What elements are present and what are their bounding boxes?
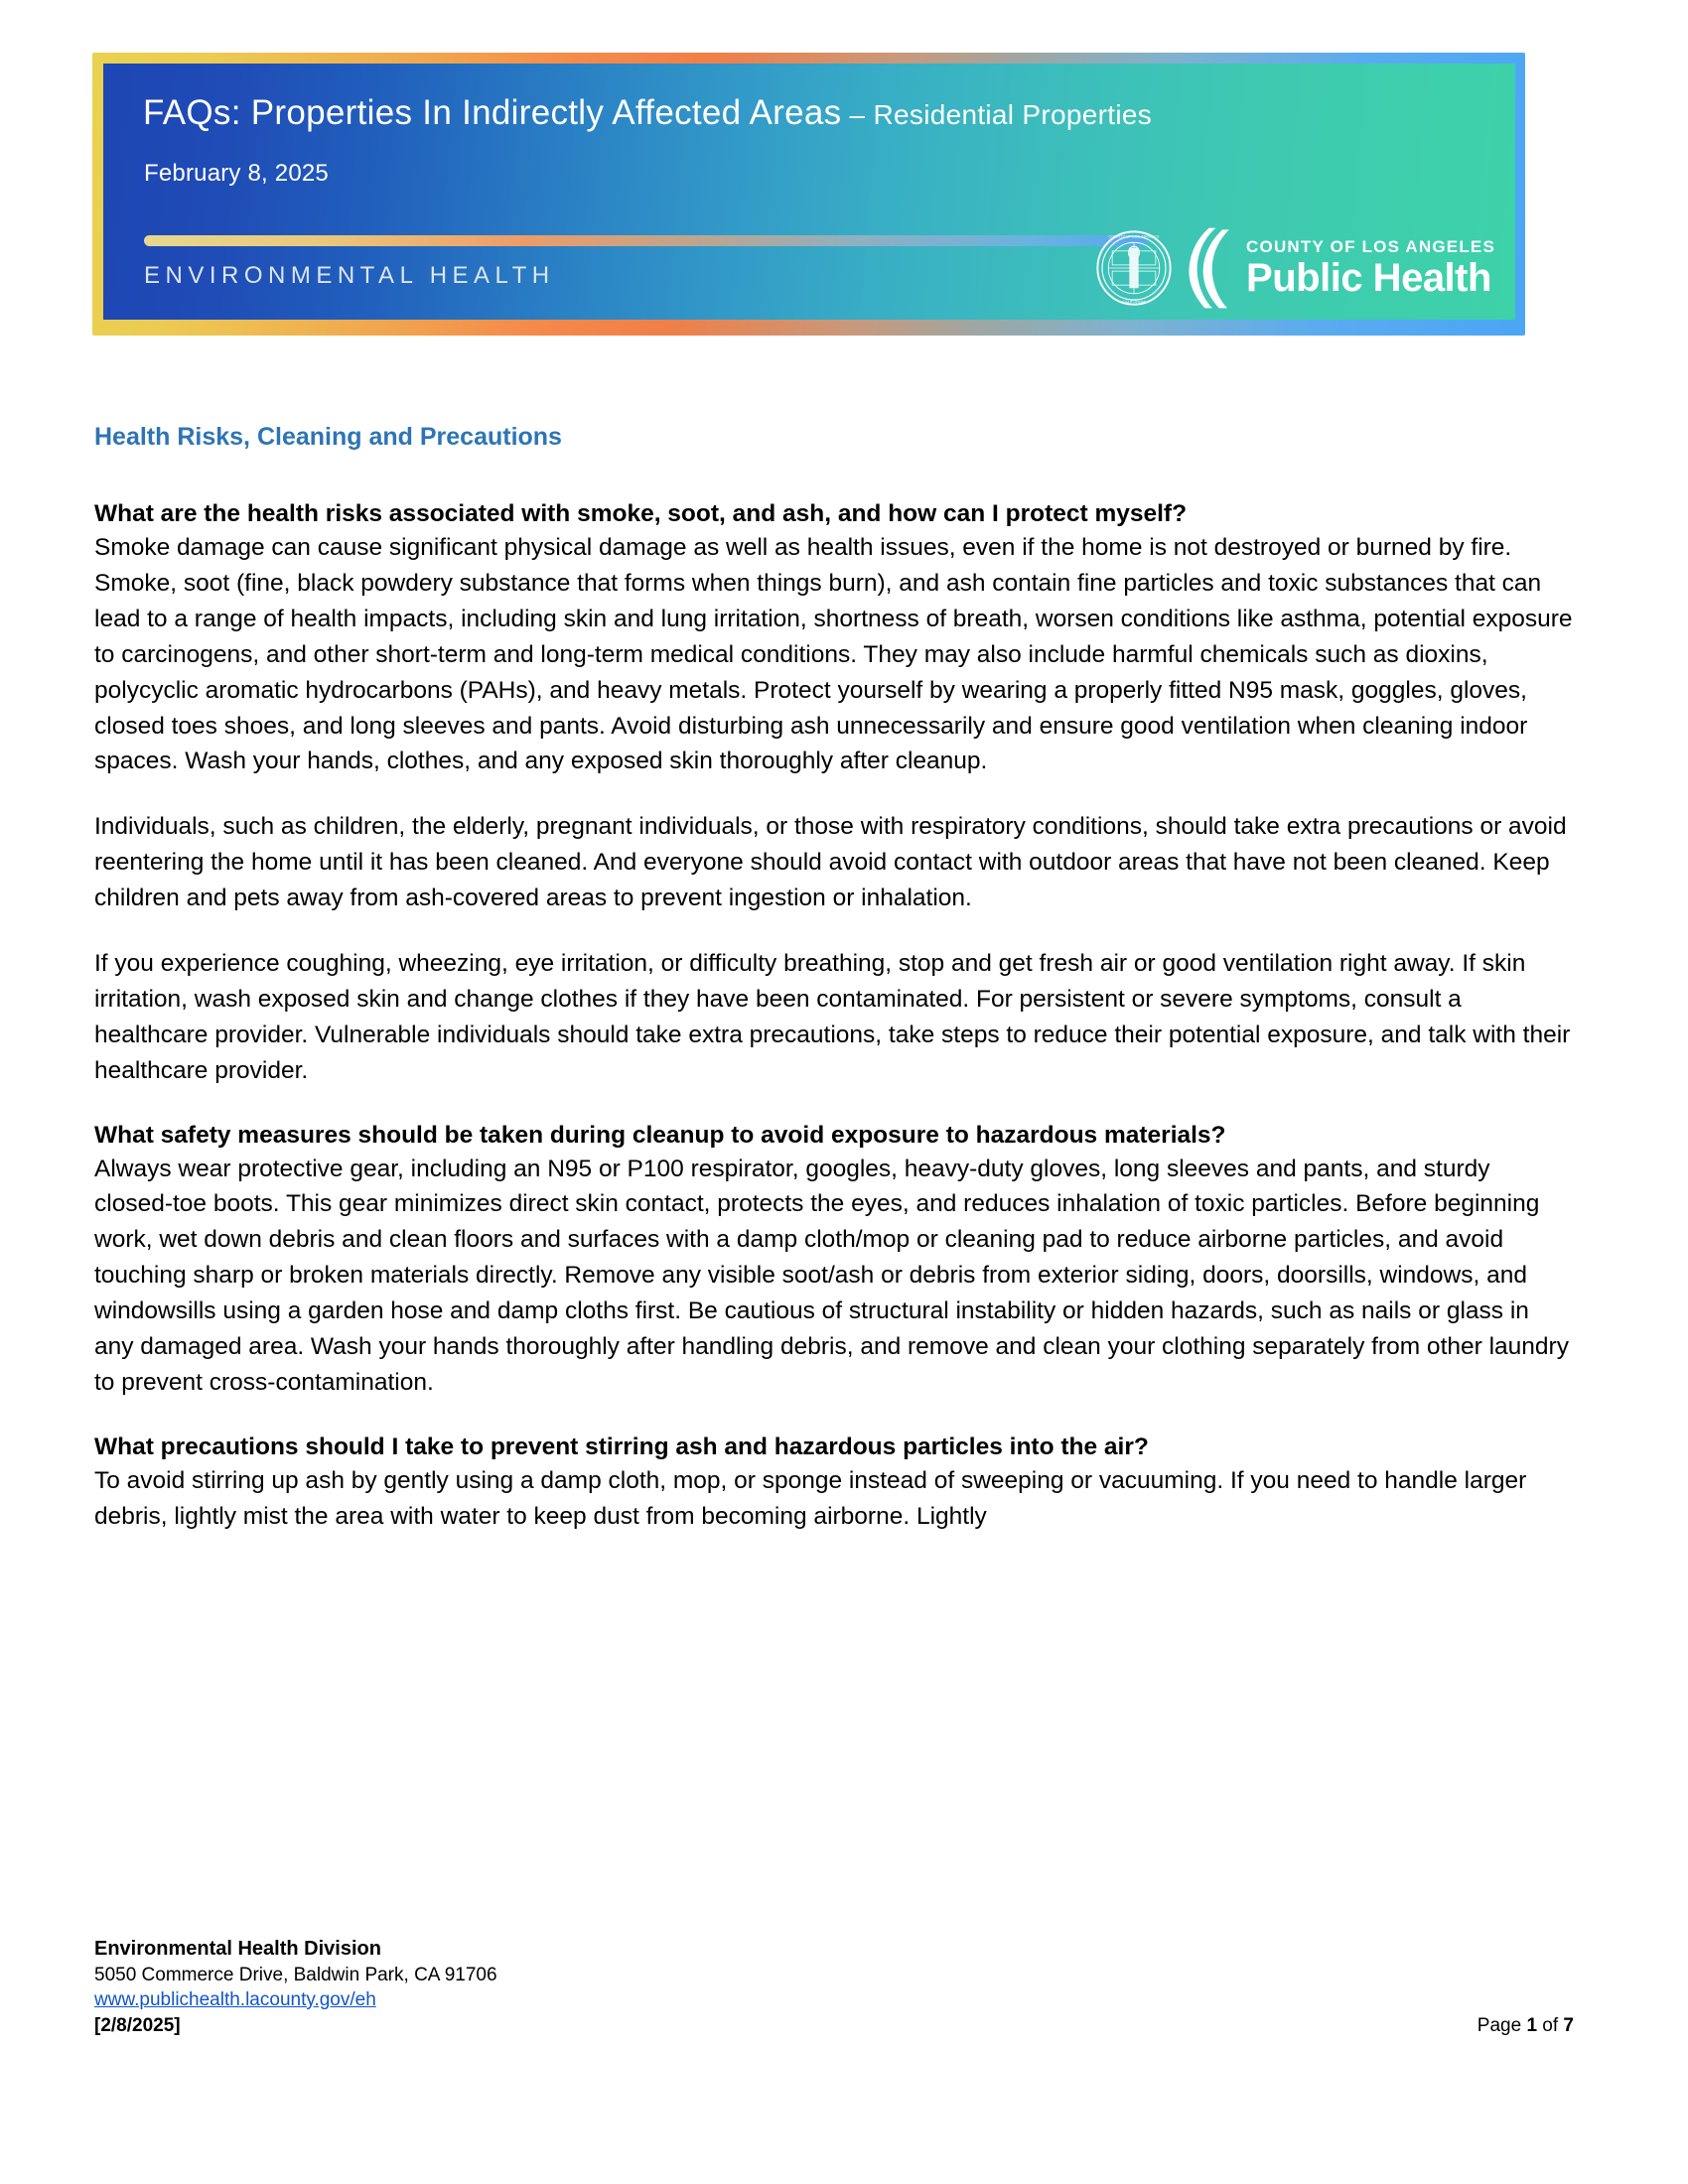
footer-division: Environmental Health Division — [94, 1938, 381, 1960]
footer-page-number — [1477, 2013, 1574, 2038]
public-health-wordmark — [1246, 238, 1495, 299]
county-seal-icon — [1095, 229, 1173, 307]
page-middle: of — [1537, 2015, 1564, 2037]
page-current: 1 — [1526, 2015, 1538, 2037]
footer-date-stamp: [2/8/2025] — [94, 2015, 181, 2037]
logo-brand-name: Public Health — [1246, 255, 1491, 300]
faq-answer-paragraph: Individuals, such as children, the elderly, pregnant individuals, or those with respiratory conditions, should take extra precautions or avoid reentering the home until it has been cleaned. And everyone should avoid contact with outdoor areas that have not been cleaned. Keep children and pets away from ash-covered areas to prevent ingestion or inhalation. — [94, 813, 1567, 912]
svg-text:CALIFORNIA: CALIFORNIA — [1122, 299, 1146, 305]
faq-question: What are the health risks associated with smoke, soot, and ash, and how can I protect myself? — [94, 500, 1188, 527]
banner-title-main: FAQs: Properties In Indirectly Affected Areas — [143, 93, 842, 132]
page-total: 7 — [1563, 2015, 1574, 2037]
faq-block — [94, 1119, 1574, 1401]
banner-title-sub: – Residential Properties — [841, 99, 1153, 130]
footer-address: 5050 Commerce Drive, Baldwin Park, CA 91706 — [94, 1964, 497, 1985]
faq-question: What precautions should I take to prevent stirring ash and hazardous particles into the air? — [94, 1433, 1149, 1460]
footer-website-link[interactable]: www.publichealth.lacounty.gov/eh — [94, 1988, 376, 2010]
document-body — [94, 422, 1574, 1565]
banner-divider-rule — [144, 235, 1147, 246]
faq-answer-paragraph: If you experience coughing, wheezing, eye irritation, or difficulty breathing, stop and get fresh air or good ventilation right away. If skin irritation, wash exposed skin and change clothes if they have been contaminated. For persistent or severe symptoms, consult a healthcare provider. Vulnerable individuals should take extra precautions, take steps to reduce their potential exposure, and talk with their healthcare provider. — [94, 949, 1571, 1084]
faq-block — [94, 497, 1574, 1089]
svg-text:COUNTY OF LOS ANGELES: COUNTY OF LOS ANGELES — [1108, 233, 1160, 239]
footer-bottom-row — [94, 2013, 1574, 2038]
public-health-wave-icon — [1187, 226, 1238, 310]
faq-answer-paragraph: To avoid stirring up ash by gently using a damp cloth, mop, or sponge instead of sweeping or vacuuming. If you need to handle larger debris, lightly mist the area with water to keep dust from becoming airborne. Lightly — [94, 1466, 1527, 1530]
page-footer — [94, 1936, 1574, 2038]
banner-date: February 8, 2025 — [144, 160, 329, 187]
faq-question: What safety measures should be taken during cleanup to avoid exposure to hazardous materials? — [94, 1121, 1226, 1149]
public-health-logo — [1187, 226, 1495, 310]
page-prefix: Page — [1477, 2015, 1527, 2037]
banner-title — [143, 93, 1152, 133]
faq-answer-paragraph: Smoke damage can cause significant physical damage as well as health issues, even if the home is not destroyed or burned by fire. Smoke, soot (fine, black powdery substance that forms when things burn), and ash contain fine particles and toxic substances that can lead to a range of health impacts, including skin and lung irritation, shortness of breath, worsen conditions like asthma, potential exposure to carcinogens, and other short-term and long-term medical conditions. They may also include harmful chemicals such as dioxins, polycyclic aromatic hydrocarbons (PAHs), and heavy metals. Protect yourself by wearing a properly fitted N95 mask, goggles, gloves, closed toes shoes, and long sleeves and pants. Avoid disturbing ash unnecessarily and ensure good ventilation when cleaning indoor spaces. Wash your hands, clothes, and any exposed skin thoroughly after cleanup. — [94, 534, 1573, 775]
banner-department-label: ENVIRONMENTAL HEALTH — [144, 262, 555, 289]
header-banner — [92, 53, 1525, 336]
faq-block — [94, 1431, 1574, 1535]
banner-logo-cluster — [1095, 226, 1495, 310]
faq-answer-paragraph: Always wear protective gear, including an N95 or P100 respirator, googles, heavy-duty gloves, long sleeves and pants, and sturdy closed-toe boots. This gear minimizes direct skin contact, protects the eyes, and reduces inhalation of toxic particles. Before beginning work, wet down debris and clean floors and surfaces with a damp cloth/mop or cleaning pad to reduce airborne particles, and avoid touching sharp or broken materials directly. Remove any visible soot/ash or debris from exterior siding, doors, doorsills, windows, and windowsills using a garden hose and damp cloths first. Be cautious of structural instability or hidden hazards, such as nails or glass in any damaged area. Wash your hands thoroughly after handling debris, and remove and clean your clothing separately from other laundry to prevent cross-contamination. — [94, 1155, 1569, 1396]
section-heading: Health Risks, Cleaning and Precautions — [94, 423, 562, 451]
logo-county-line: COUNTY OF LOS ANGELES — [1246, 236, 1495, 256]
header-banner-inner — [103, 64, 1515, 320]
